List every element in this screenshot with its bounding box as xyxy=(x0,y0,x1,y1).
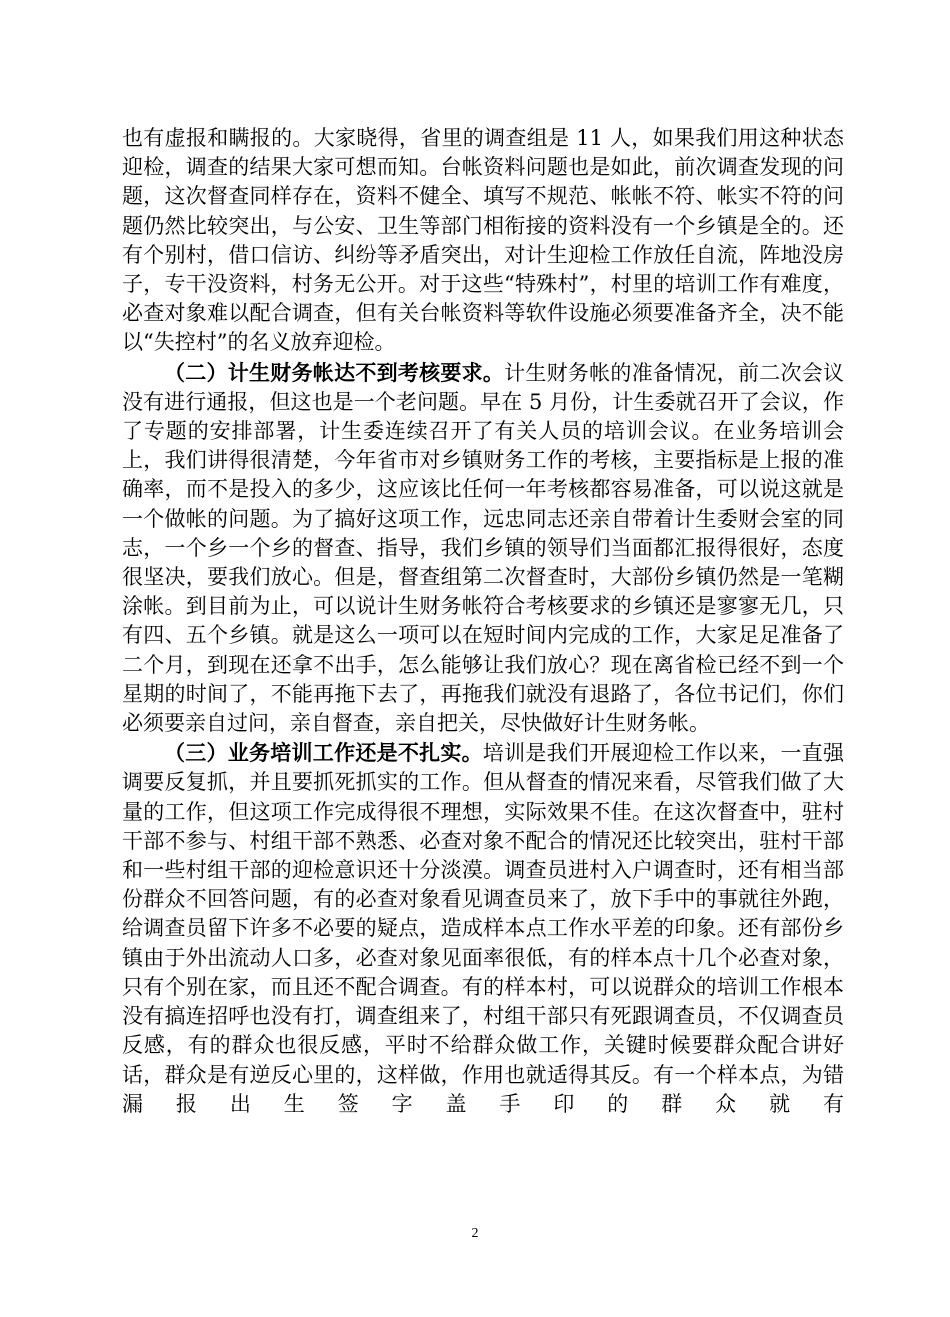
paragraph-3-text: 培训是我们开展迎检工作以来，一直强调要反复抓，并且要抓死抓实的工作。但从督查的情况来看，尽管我们做了大量的工作，但这项工作完成得很不理想，实际效果不佳。在这次督查中，驻村干部不参与、村组干部不熟悉、必查对象不配合的情况还比较突出，驻村干部和一些村组干部的迎检意识还十分淡漠。调查员进村入户调查时，还有相当部份群众不回答问题，有的必查对象看见调查员来了，放下手中的事就往外跑，给调查员留下许多不必要的疑点，造成样本点工作水平差的印象。还有部份乡镇由于外出流动人口多，必查对象见面率很低，有的样本点十几个必查对象，只有个别在家，而且还不配合调查。有的样本村，可以说群众的培训工作根本没有搞连招呼也没有打，调查组来了，村组干部只有死跟调查员，不仅调查员反感，有的群众也很反感，平时不给群众做工作，关键时候要群众配合讲好话，群众是有逆反心里的，这样做，作用也就适得其反。有一个样本点，为错漏报出生签字盖手印的群众就有 xyxy=(122,741,845,1116)
paragraph-2-text: 计生财务帐的准备情况，前二次会议没有进行通报，但这也是一个老问题。早在 5 月份，计生委就召开了会议，作了专题的安排部署，计生委连续召开了有关人员的培训会议。在业务培训会上，我们讲得很清楚，今年省市对乡镇财务工作的考核，主要指标是上报的准确率，而不是投入的多少，这应该比任何一年考核都容易准备，可以说这就是一个做帐的问题。为了搞好这项工作，远忠同志还亲自带着计生委财会室的同志，一个乡一个乡的督查、指导，我们乡镇的领导们当面都汇报得很好，态度很坚决，要我们放心。但是，督查组第二次督查时，大部份乡镇仍然是一笔糊涂帐。到目前为止，可以说计生财务帐符合考核要求的乡镇还是寥寥无几，只有四、五个乡镇。就是这么一项可以在短时间内完成的工作，大家足足准备了二个月，到现在还拿不出手，怎么能够让我们放心？现在离省检已经不到一个星期的时间了，不能再拖下去了，再拖我们就没有退路了，各位书记们，你们必须要亲自过问，亲自督查，亲自把关，尽快做好计生财务帐。 xyxy=(122,360,845,736)
paragraph-2 xyxy=(122,358,844,739)
section-heading-3: （三）业务培训工作还是不扎实。 xyxy=(164,740,483,766)
page-number: 2 xyxy=(471,1226,479,1241)
section-heading-2: （二）计生财务帐达不到考核要求。 xyxy=(164,359,505,385)
paragraph-1-text: 也有虚报和瞒报的。大家晓得，省里的调查组是 11 人，如果我们用这种状态迎检，调查的结果大家可想而知。台帐资料问题也是如此，前次调查发现的问题，这次督查同样存在，资料不健全、填写不规范、帐帐不符、帐实不符的问题仍然比较突出，与公安、卫生等部门相衔接的资料没有一个乡镇是全的。还有个别村，借口信访、纠纷等矛盾突出，对计生迎检工作放任自流，阵地没房子，专干没资料，村务无公开。对于这些“特殊村”，村里的培训工作有难度，必查对象难以配合调查，但有关台帐资料等软件设施必须要准备齐全，决不能以“失控村”的名义放弃迎检。 xyxy=(122,126,844,355)
paragraph-1 xyxy=(122,124,844,358)
document-page xyxy=(122,124,844,1119)
paragraph-3 xyxy=(122,738,844,1119)
